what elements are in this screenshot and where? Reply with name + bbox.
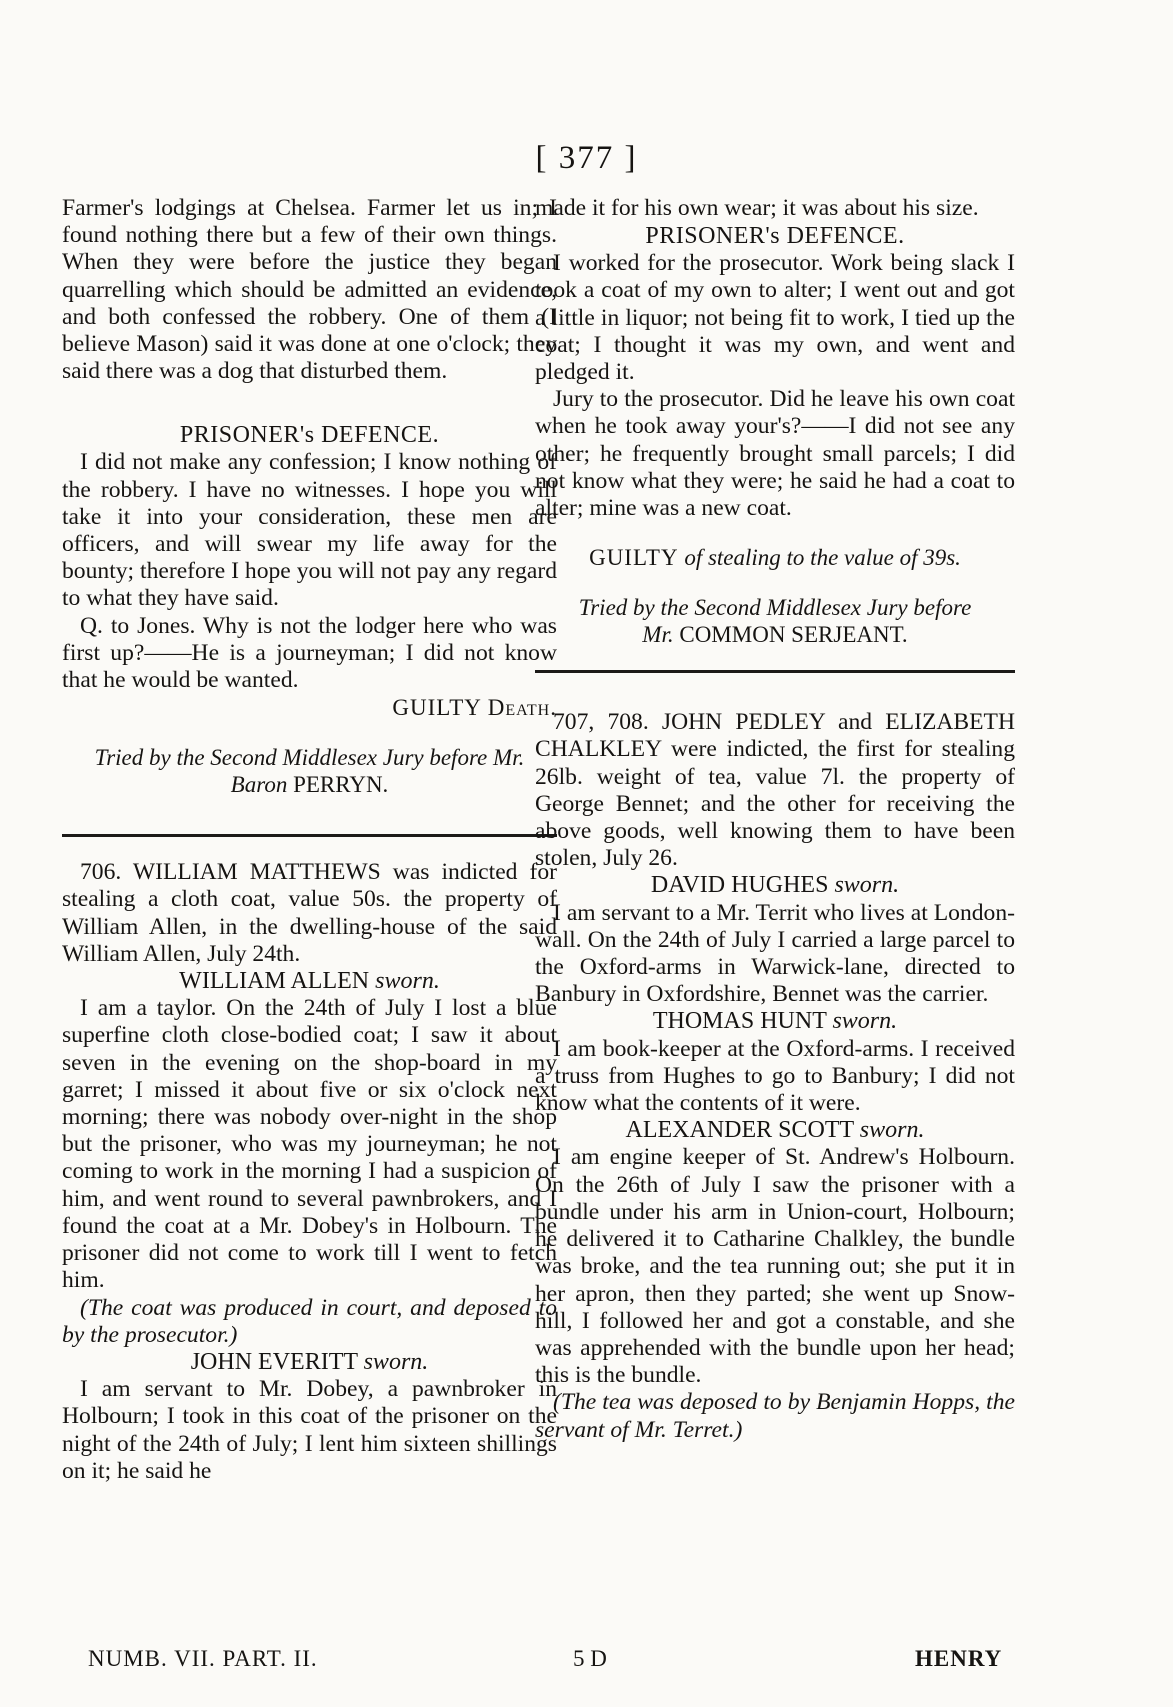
- jury-question: Jury to the prosecutor. Did he leave his own coat when he took away your's?——I did not see any other; he frequently brought small parcels; I did not know what they were; he said he had a coat to alter; mine was a new coat.: [535, 386, 1015, 522]
- defence-heading: PRISONER's DEFENCE.: [179, 422, 440, 449]
- witness-heading: [535, 1117, 1015, 1144]
- verdict-detail: of stealing to the value of 39s.: [684, 545, 961, 571]
- witness-heading: [535, 872, 1015, 899]
- hunt-testimony: I am book-keeper at the Oxford-arms. I received a truss from Hughes to go to Banbury; I did not know what the contents of it were.: [535, 1035, 1015, 1117]
- footer-issue: NUMB. VII. PART. II.: [88, 1646, 318, 1671]
- witness-name: THOMAS HUNT: [652, 1008, 827, 1035]
- trial-note: [535, 594, 1015, 648]
- question-text: Q. to Jones. Why is not the lodger here who was first up?——He is a journeyman; I did not know that he would be wanted.: [62, 612, 557, 694]
- defence-text: I worked for the prosecutor. Work being slack I took a coat of my own to alter; I went out and got a little in liquor; not being fit to work, I tied up the coat; I thought it was my own, and went and pledged it.: [535, 250, 1015, 386]
- witness-name: ALEXANDER SCOTT: [625, 1117, 854, 1144]
- witness-name: WILLIAM ALLEN: [179, 968, 370, 995]
- sworn-label: sworn.: [363, 1348, 429, 1375]
- defence-text: I did not make any confession; I know nothing of the robbery. I have no witnesses. I hope you will take it into your consideration, these men are officers, and will swear my life away for the bounty; therefore I hope you will not pay any regard to what they have said.: [62, 449, 557, 612]
- trial-note-line2: [535, 621, 1015, 648]
- tea-note: (The tea was deposed to by Benjamin Hopps, the servant of Mr. Terret.): [535, 1389, 1015, 1443]
- verdict-label: GUILTY: [589, 545, 679, 571]
- allen-testimony: I am a taylor. On the 24th of July I lost a blue superfine cloth close-bodied coat; I saw it about seven in the evening on the shop-board in my garret; I missed it about five or six o'clock next morning; there was nobody over-night in the shop but the prisoner, who was my journeyman; he not coming to work in the morning I had a suspicion of him, and went round to several pawnbrokers, and I found the coat at a Mr. Dobey's in Holbourn. The prisoner did not come to work till I went to fetch him.: [62, 995, 557, 1294]
- footer-catchword: HENRY: [915, 1646, 1003, 1671]
- left-column: [62, 195, 557, 1485]
- coat-note: (The coat was produced in court, and deposed to by the prosecutor.): [62, 1294, 557, 1348]
- sworn-label: sworn.: [375, 968, 440, 995]
- trial-note-judge: PERRYN.: [293, 772, 389, 798]
- case-707-indictment: 707, 708. JOHN PEDLEY and ELIZABETH CHALKLEY were indicted, the first for stealing 26lb. weight of tea, value 7l. the property of George Bennet; and the other for receiving the above goods, well knowing them to have been stolen, July 26.: [535, 709, 1015, 872]
- case-706-indictment: 706. WILLIAM MATTHEWS was indicted for stealing a cloth coat, value 50s. the property of William Allen, in the dwelling-house of the said William Allen, July 24th.: [62, 859, 557, 967]
- trial-note-title: Baron: [230, 772, 288, 798]
- footer-signature: 5 D: [573, 1646, 607, 1671]
- everitt-testimony: I am servant to Mr. Dobey, a pawnbroker in Holbourn; I took in this coat of the prisoner on the night of the 24th of July; I lent him sixteen shillings on it; he said he: [62, 1376, 557, 1484]
- trial-note-title: Mr.: [642, 622, 674, 648]
- intro-paragraph: Farmer's lodgings at Chelsea. Farmer let us in; I found nothing there but a few of their own things. When they were before the justice they began quarrelling which should be admitted an evidence, and both confessed the robbery. One of them (I believe Mason) said it was done at one o'clock; they said there was a dog that disturbed them.: [62, 195, 557, 385]
- trial-note-line1: Tried by the Second Middlesex Jury before Mr.: [94, 745, 525, 771]
- witness-name: DAVID HUGHES: [650, 872, 829, 899]
- witness-name: JOHN EVERITT: [190, 1348, 358, 1375]
- verdict: [535, 544, 1015, 572]
- witness-heading: [62, 968, 557, 995]
- witness-heading: [535, 1008, 1015, 1035]
- trial-note: [62, 744, 557, 798]
- sworn-label: sworn.: [859, 1117, 925, 1144]
- hughes-testimony: I am servant to a Mr. Territ who lives at London-wall. On the 24th of July I carried a large parcel to the Oxford-arms in Warwick-lane, directed to Banbury in Oxfordshire, Bennet was the carrier.: [535, 899, 1015, 1008]
- defence-heading: PRISONER's DEFENCE.: [645, 223, 905, 250]
- trial-note-judge: COMMON SERJEANT.: [679, 622, 908, 648]
- trial-note-line2: [62, 771, 557, 798]
- sworn-label: sworn.: [834, 872, 900, 899]
- sworn-label: sworn.: [832, 1008, 898, 1035]
- page-number: [ 377 ]: [535, 140, 638, 176]
- witness-heading: [62, 1349, 557, 1376]
- scott-testimony: I am engine keeper of St. Andrew's Holbourn. On the 26th of July I saw the prisoner with a bundle under his arm in Union-court, Holbourn; he delivered it to Catharine Chalkley, the bundle was broke, and the tea running out; she put it in her apron, then they parted; she went up Snow-hill, I followed her and got a constable, and she was apprehended with the bundle upon her head; this is the bundle.: [535, 1144, 1015, 1389]
- right-column: [535, 195, 1015, 1444]
- continuation-text: made it for his own wear; it was about his size.: [535, 195, 979, 221]
- trial-note-line1: Tried by the Second Middlesex Jury before: [578, 595, 972, 621]
- verdict: GUILTY Death.: [392, 695, 557, 721]
